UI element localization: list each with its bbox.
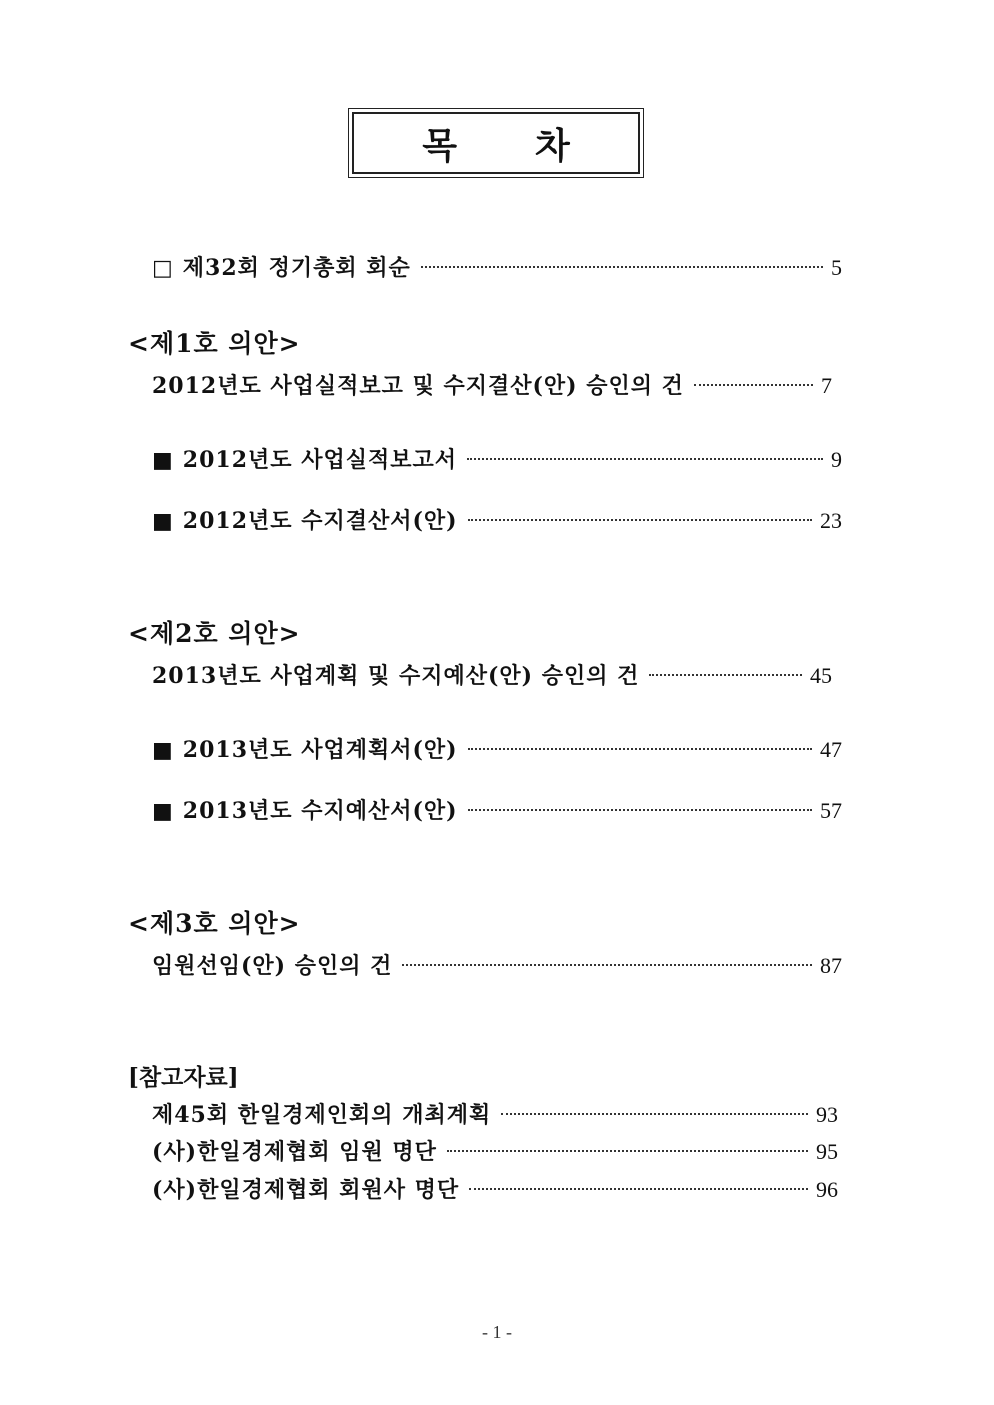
toc-entry-label: (사)한일경제협회 회원사 명단 — [152, 1177, 460, 1203]
page-number: - 1 - — [482, 1322, 512, 1342]
toc-entry-label: 제32회 정기총회 회순 — [182, 255, 411, 281]
title-box-inner — [352, 112, 640, 174]
dot-leader — [468, 748, 812, 750]
title-box — [348, 108, 644, 178]
agenda-1-heading: <제1호 의안> — [128, 329, 301, 358]
dot-leader — [402, 964, 812, 966]
toc-entry-agenda-2[interactable] — [152, 661, 832, 691]
toc-entry-page: 96 — [816, 1177, 838, 1202]
filled-square-icon: ■ — [152, 799, 173, 824]
toc-entry-label: 제45회 한일경제인회의 개최계획 — [152, 1102, 492, 1128]
filled-square-icon: ■ — [152, 738, 173, 763]
toc-entry-opening[interactable] — [152, 253, 842, 283]
dot-leader — [468, 809, 812, 811]
toc-entry-label: 2012년도 사업실적보고서 — [182, 447, 457, 473]
toc-entry-page: 87 — [820, 953, 842, 978]
toc-entry-reference-2[interactable] — [152, 1137, 838, 1167]
toc-entry-page: 47 — [820, 737, 842, 762]
title-char-1: 목 — [422, 125, 457, 167]
agenda-2-heading: <제2호 의안> — [128, 619, 301, 648]
toc-entry-agenda-1[interactable] — [152, 371, 832, 401]
toc-entry-agenda-3[interactable] — [152, 951, 842, 981]
toc-entry-page: 9 — [831, 447, 842, 472]
toc-entry-page: 23 — [820, 508, 842, 533]
toc-entry-page: 7 — [821, 373, 832, 398]
toc-entry-label: 2013년도 사업계획서(안) — [182, 737, 458, 763]
toc-entry-reference-3[interactable] — [152, 1175, 838, 1205]
filled-square-icon: ■ — [152, 509, 173, 534]
toc-entry-page: 57 — [820, 798, 842, 823]
toc-subentry-agenda-1-2[interactable] — [152, 506, 842, 536]
dot-leader — [421, 266, 823, 268]
toc-entry-page: 5 — [831, 255, 842, 280]
toc-entry-reference-1[interactable] — [152, 1100, 838, 1130]
toc-entry-page: 95 — [816, 1139, 838, 1164]
dot-leader — [467, 458, 823, 460]
title-char-2: 차 — [535, 125, 570, 167]
dot-leader — [469, 1188, 808, 1190]
dot-leader — [468, 519, 812, 521]
dot-leader — [501, 1113, 808, 1115]
toc-entry-label: 임원선임(안) 승인의 건 — [152, 953, 393, 979]
toc-entry-label: (사)한일경제협회 임원 명단 — [152, 1139, 437, 1165]
toc-entry-label: 2012년도 사업실적보고 및 수지결산(안) 승인의 건 — [152, 373, 684, 399]
agenda-3-heading: <제3호 의안> — [128, 909, 301, 938]
dot-leader — [694, 384, 813, 386]
toc-subentry-agenda-2-1[interactable] — [152, 735, 842, 765]
empty-square-icon: □ — [152, 256, 173, 281]
toc-entry-label: 2013년도 사업계획 및 수지예산(안) 승인의 건 — [152, 663, 640, 689]
toc-entry-page: 93 — [816, 1102, 838, 1127]
toc-subentry-agenda-1-1[interactable] — [152, 445, 842, 475]
toc-entry-page: 45 — [810, 663, 832, 688]
filled-square-icon: ■ — [152, 448, 173, 473]
dot-leader — [447, 1150, 808, 1152]
reference-heading: [참고자료] — [128, 1064, 239, 1091]
toc-entry-label: 2012년도 수지결산서(안) — [182, 508, 458, 534]
dot-leader — [649, 674, 802, 676]
toc-entry-label: 2013년도 수지예산서(안) — [182, 798, 458, 824]
toc-subentry-agenda-2-2[interactable] — [152, 796, 842, 826]
